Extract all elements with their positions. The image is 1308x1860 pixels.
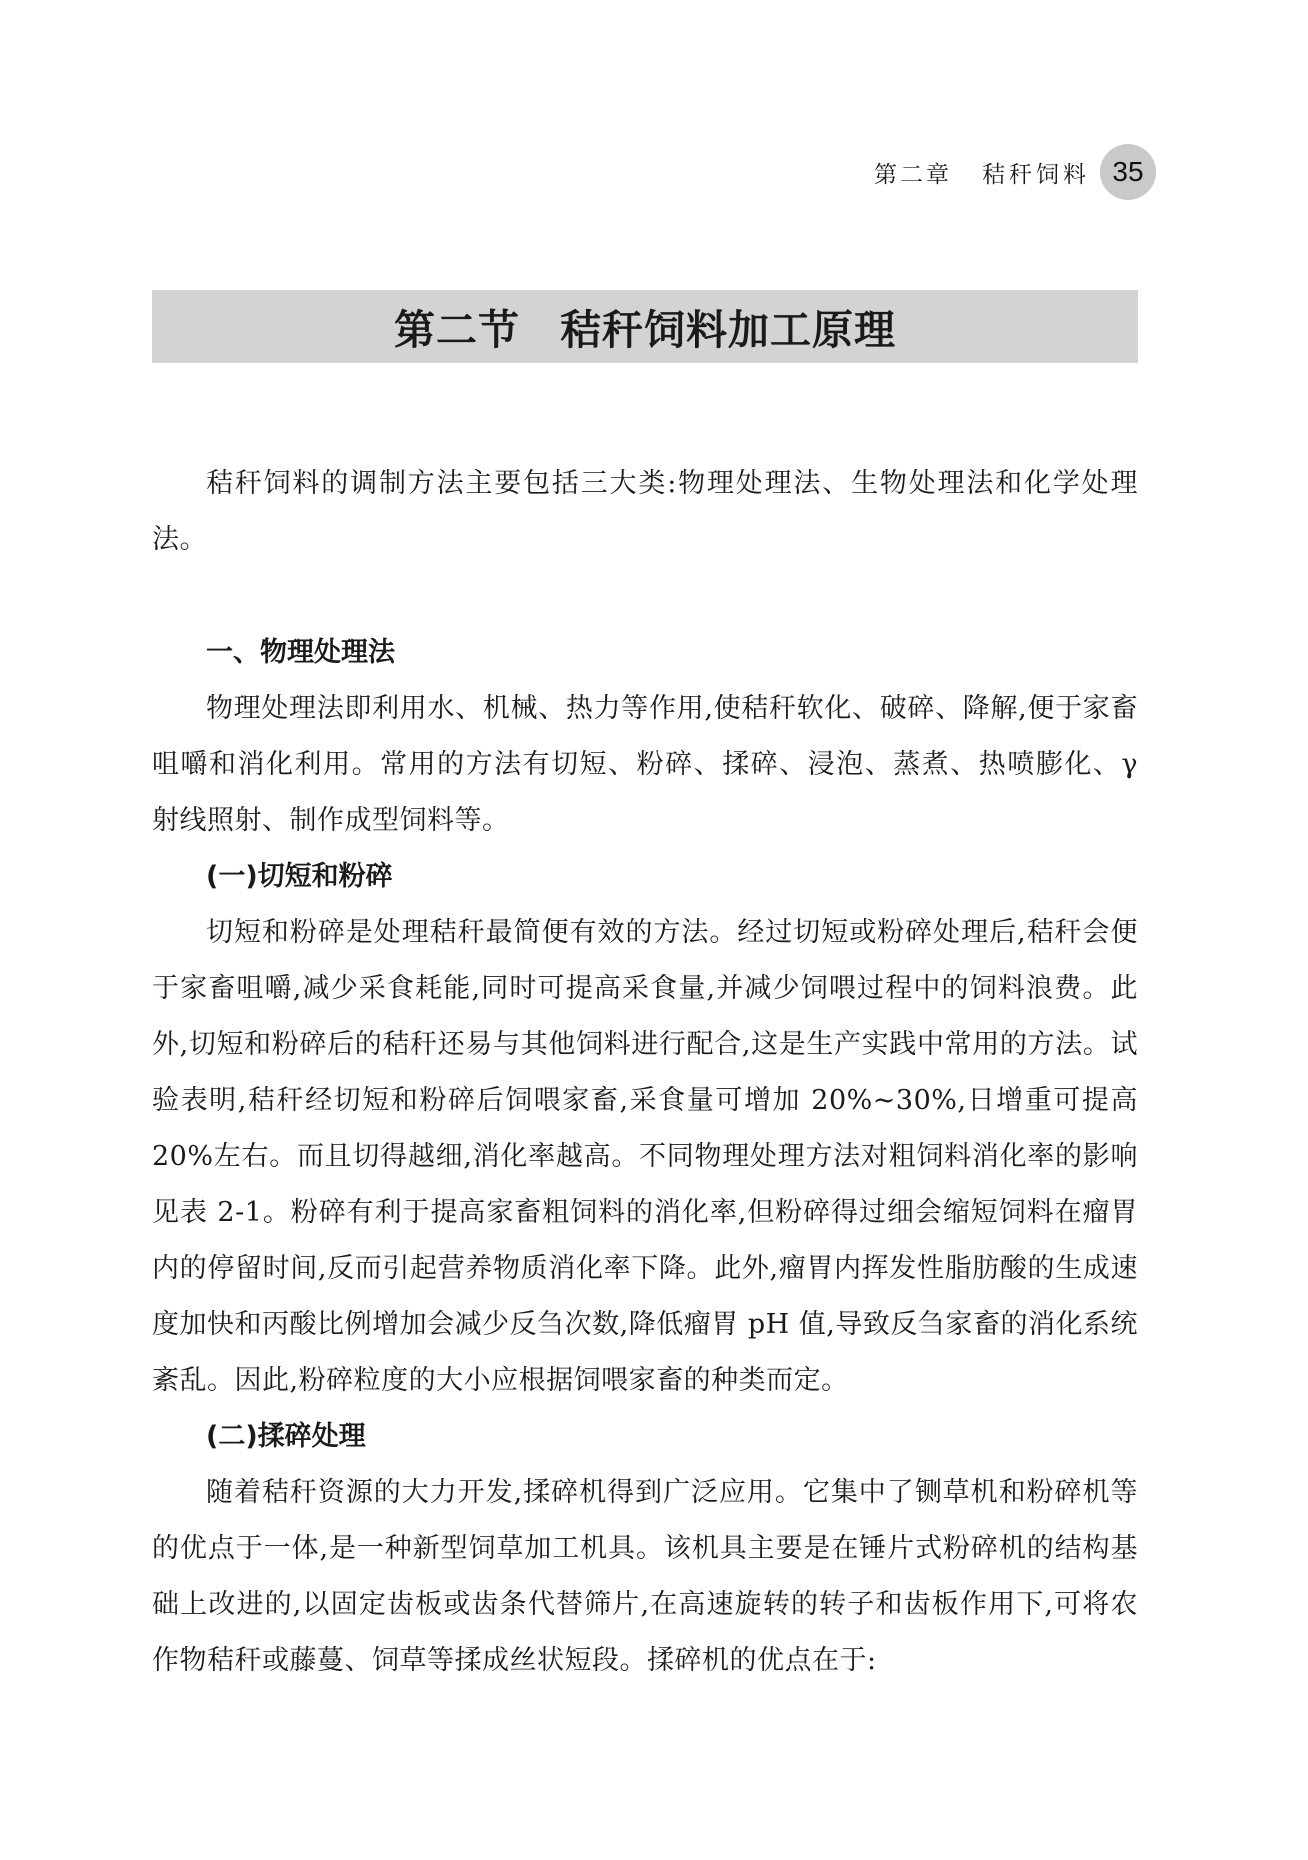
chapter-label: 第二章: [874, 161, 952, 188]
running-header: [874, 148, 1156, 196]
section-banner: [152, 290, 1138, 363]
chapter-title: 秸秆饲料: [982, 161, 1090, 188]
section-number: 第二节: [394, 306, 520, 354]
page-number-badge: 35: [1100, 144, 1156, 200]
section-title: 秸秆饲料加工原理: [560, 306, 896, 354]
intro-block: [152, 456, 1138, 568]
kneading-paragraph: 随着秸秆资源的大力开发,揉碎机得到广泛应用。它集中了铡草机和粉碎机等的优点于一体,是一种新型饲草加工机具。该机具主要是在锤片式粉碎机的结构基础上改进的,以固定齿板或齿条代替筛片,在高速旋转的转子和齿板作用下,可将农作物秸秆或藤蔓、饲草等揉成丝状短段。揉碎机的优点在于:: [152, 1477, 1138, 1676]
cutting-crushing-paragraph: 切短和粉碎是处理秸秆最简便有效的方法。经过切短或粉碎处理后,秸秆会便于家畜咀嚼,减少采食耗能,同时可提高采食量,并减少饲喂过程中的饲料浪费。此外,切短和粉碎后的秸秆还易与其他饲料进行配合,这是生产实践中常用的方法。试验表明,秸秆经切短和粉碎后饲喂家畜,采食量可增加 20%~30%,日增重可提高 20%左右。而且切得越细,消化率越高。不同物理处理方法对粗饲料消化率的影响见表 2-1。粉碎有利于提高家畜粗饲料的消化率,但粉碎得过细会缩短饲料在瘤胃内的停留时间,反而引起营养物质消化率下降。此外,瘤胃内挥发性脂肪酸的生成速度加快和丙酸比例增加会减少反刍次数,降低瘤胃 pH 值,导致反刍家畜的消化系统紊乱。因此,粉碎粒度的大小应根据饲喂家畜的种类而定。: [152, 917, 1138, 1396]
physical-treatment-paragraph: 物理处理法即利用水、机械、热力等作用,使秸秆软化、破碎、降解,便于家畜咀嚼和消化利用。常用的方法有切短、粉碎、揉碎、浸泡、蒸煮、热喷膨化、γ 射线照射、制作成型饲料等。: [152, 693, 1138, 836]
heading-kneading: (二)揉碎处理: [206, 1421, 366, 1452]
intro-paragraph: 秸秆饲料的调制方法主要包括三大类:物理处理法、生物处理法和化学处理法。: [152, 468, 1138, 555]
heading-physical-treatment: 一、物理处理法: [206, 637, 395, 668]
body-block: [152, 625, 1138, 1689]
heading-cutting-crushing: (一)切短和粉碎: [206, 861, 393, 892]
